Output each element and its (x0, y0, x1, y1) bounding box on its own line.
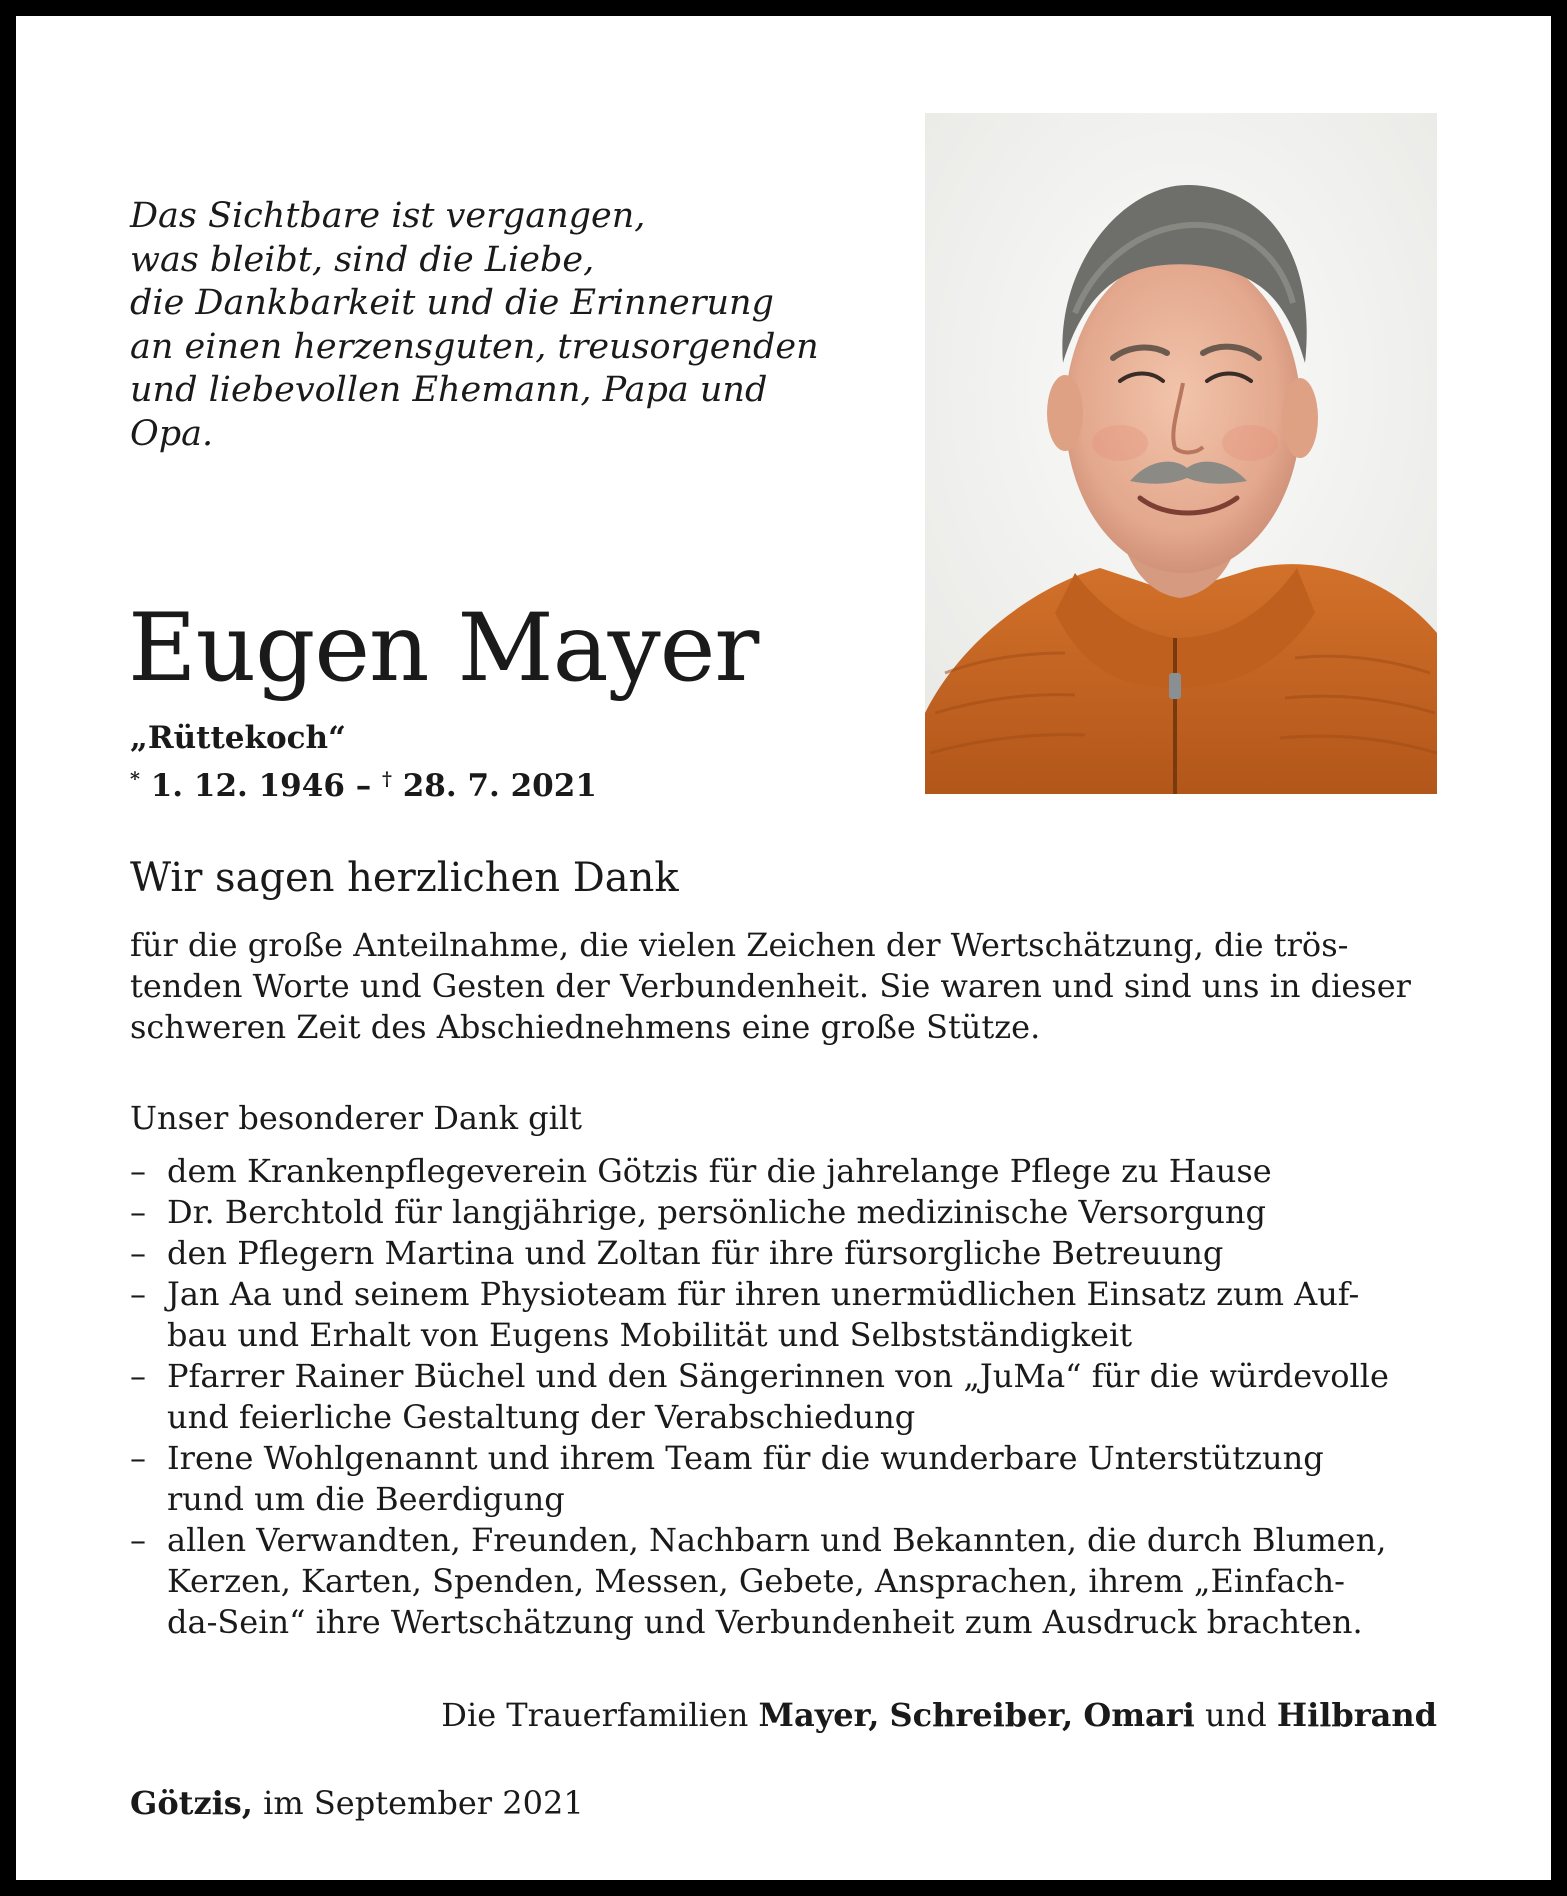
birth-date: 1. 12. 1946 (150, 768, 345, 804)
list-item-line: Kerzen, Karten, Spenden, Messen, Gebete, Ansprachen, ihrem „Einfach- (167, 1562, 1345, 1600)
date-separator: – (355, 768, 372, 804)
list-item (130, 1151, 1440, 1192)
life-dates (130, 760, 597, 805)
poem-line: Das Sichtbare ist vergangen, (130, 196, 646, 236)
list-item (130, 1274, 1440, 1356)
list-item (130, 1192, 1440, 1233)
poem-line: was bleibt, sind die Liebe, (130, 239, 595, 280)
intro-line: tenden Worte und Gesten der Verbundenheit. Sie waren und sind uns in dieser (130, 967, 1411, 1005)
list-item-line: und feierliche Gestaltung der Verabschiedung (167, 1398, 916, 1436)
poem (130, 195, 819, 456)
signature-conjunction: und (1204, 1696, 1267, 1734)
list-bullet: – (130, 1152, 146, 1190)
list-item-line: dem Krankenpflegeverein Götzis für die jahrelange Pflege zu Hause (167, 1152, 1272, 1190)
portrait-illustration (925, 113, 1437, 794)
deceased-nickname: „Rüttekoch“ (130, 720, 346, 756)
list-item-line: Jan Aa und seinem Physioteam für ihren unermüdlichen Einsatz zum Auf- (167, 1275, 1360, 1313)
list-item-line: Pfarrer Rainer Büchel und den Sängerinnen von „JuMa“ für die würdevolle (167, 1357, 1389, 1395)
list-item (130, 1233, 1440, 1274)
list-bullet: – (130, 1357, 146, 1395)
list-bullet: – (130, 1439, 146, 1477)
family-name: Mayer, (758, 1696, 880, 1734)
intro-line: schweren Zeit des Abschiednehmens eine große Stütze. (130, 1008, 1041, 1046)
family-signature (375, 1695, 1437, 1736)
list-item-line: rund um die Beerdigung (167, 1480, 565, 1518)
family-name: Hilbrand (1276, 1696, 1437, 1734)
portrait-photo (925, 113, 1437, 794)
deceased-name: Eugen Mayer (128, 594, 759, 703)
signature-prefix: Die Trauerfamilien (441, 1696, 749, 1734)
poem-line: an einen herzensguten, treusorgenden (130, 326, 819, 367)
list-bullet: – (130, 1521, 146, 1559)
birth-symbol: * (130, 768, 140, 790)
thanks-intro (130, 925, 1440, 1048)
list-item-line: allen Verwandten, Freunden, Nachbarn und Bekannten, die durch Blumen, (167, 1521, 1387, 1559)
poem-line: Opa. (130, 413, 214, 454)
family-name: Schreiber, (889, 1696, 1074, 1734)
list-item-line: bau und Erhalt von Eugens Mobilität und Selbstständigkeit (167, 1316, 1133, 1354)
list-item-line: da-Sein“ ihre Wertschätzung und Verbundenheit zum Ausdruck brachten. (167, 1603, 1363, 1641)
list-item-line: den Pflegern Martina und Zoltan für ihre fürsorgliche Betreuung (167, 1234, 1224, 1272)
list-item (130, 1520, 1440, 1643)
place-date (130, 1783, 584, 1824)
death-symbol: † (382, 768, 392, 790)
list-bullet: – (130, 1193, 146, 1231)
list-bullet: – (130, 1275, 146, 1313)
death-date: 28. 7. 2021 (402, 768, 597, 804)
list-item (130, 1438, 1440, 1520)
list-bullet: – (130, 1234, 146, 1272)
poem-line: und liebevollen Ehemann, Papa und (130, 370, 768, 410)
family-name: Omari (1083, 1696, 1195, 1734)
special-thanks-label: Unser besonderer Dank gilt (130, 1099, 582, 1137)
list-item-line: Irene Wohlgenannt und ihrem Team für die wunderbare Unterstützung (167, 1439, 1324, 1477)
thanks-list (130, 1151, 1440, 1643)
poem-line: die Dankbarkeit und die Erinnerung (130, 283, 774, 323)
date-text: im September 2021 (263, 1784, 584, 1822)
list-item-line: Dr. Berchtold für langjährige, persönliche medizinische Versorgung (167, 1193, 1267, 1231)
intro-line: für die große Anteilnahme, die vielen Zeichen der Wertschätzung, die trös- (130, 926, 1349, 964)
place-name: Götzis, (130, 1784, 253, 1822)
list-item (130, 1356, 1440, 1438)
thanks-heading: Wir sagen herzlichen Dank (130, 855, 679, 901)
